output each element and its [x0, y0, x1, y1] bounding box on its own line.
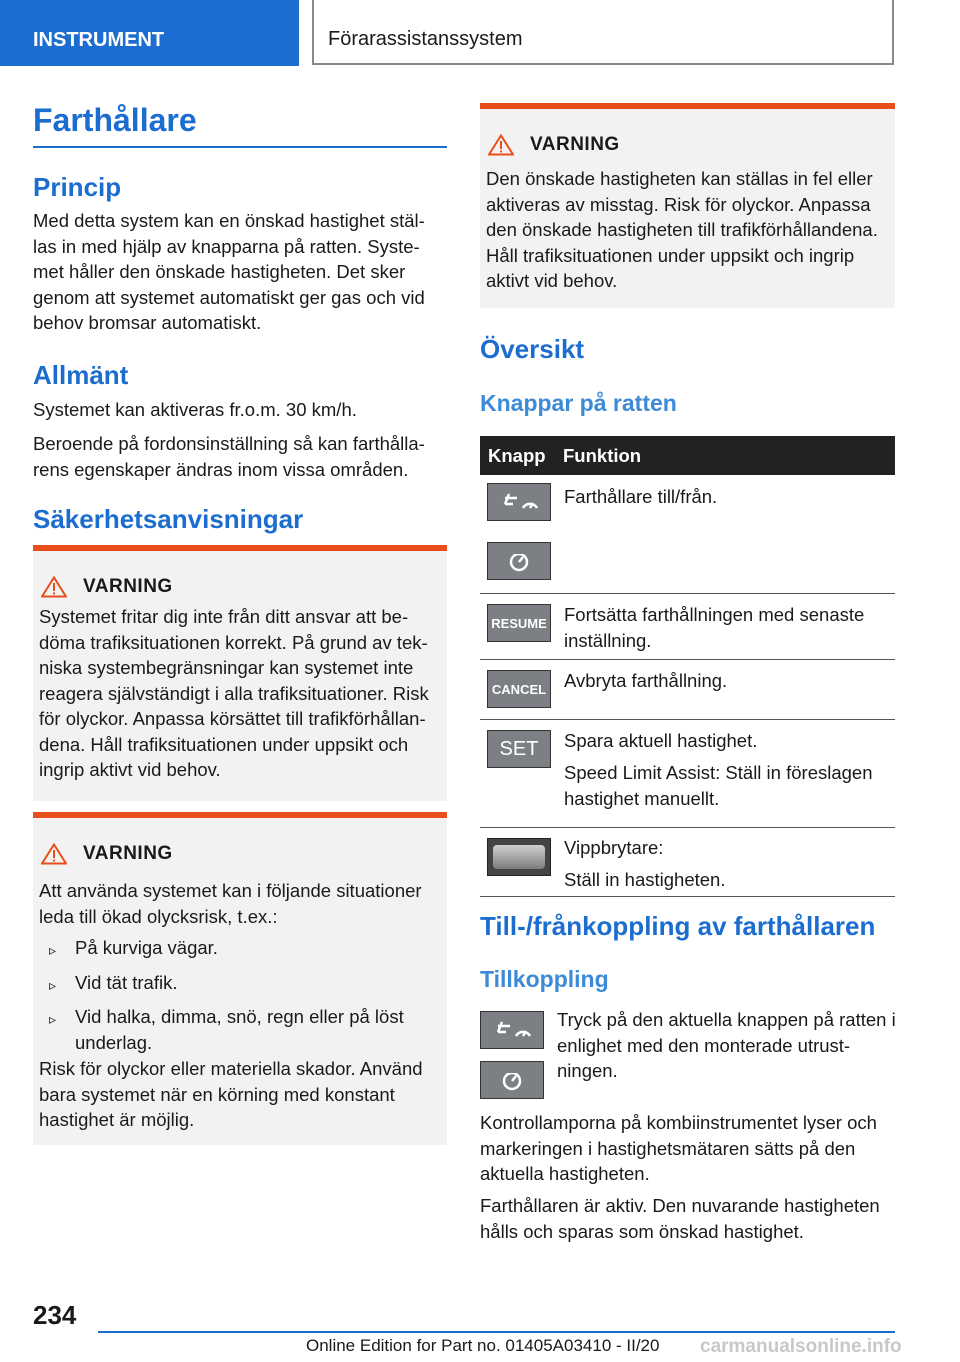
- function-text: Farthållare till/från.: [564, 486, 718, 507]
- heading-oversikt: Översikt: [480, 334, 585, 364]
- resume-button-icon: RESUME: [487, 604, 551, 642]
- table-row: [480, 828, 895, 897]
- function-text: Avbryta farthållning.: [564, 670, 728, 691]
- list-item: ▹ Vid halka, dimma, snö, regn eller på löst underlag.: [39, 1004, 445, 1055]
- heading-tillkoppling: Tillkoppling: [480, 966, 609, 992]
- warning-outro: Risk för olyckor eller materiella skador. Använd bara systemet när en körning med konstant hastighet är möjlig.: [39, 1058, 423, 1130]
- section-title: Förarassistanssystem: [312, 0, 894, 65]
- page-number: 234: [33, 1300, 77, 1330]
- list-item: ▹ På kurviga vägar.: [39, 935, 445, 964]
- cruise-control-alt-button-icon: [480, 1061, 544, 1099]
- title-rule: [33, 146, 447, 148]
- warning-header: [488, 134, 620, 156]
- allmant-paragraph-2: Beroende på fordonsinställning så kan farthålla- rens egenskaper ändras inom vissa områden.: [33, 433, 425, 480]
- tillkoppling-text: Tryck på den aktuella knappen på ratten i enlighet med den monterade utrust- ningen.: [557, 1009, 896, 1081]
- warning-box-3: [480, 103, 895, 308]
- function-text-secondary: Speed Limit Assist: Ställ in föreslagen hastighet manuellt.: [564, 762, 873, 809]
- function-text: Fortsätta farthållningen med senaste inställning.: [564, 604, 865, 651]
- heading-allmant: Allmänt: [33, 360, 129, 390]
- warning-intro: Att använda systemet kan i följande situationer leda till ökad olycksrisk, t.ex.:: [39, 880, 422, 927]
- cancel-button-icon: CANCEL: [487, 670, 551, 708]
- table-row: [480, 475, 895, 594]
- warning-header: [41, 843, 173, 865]
- cruise-control-button-icon: [480, 1011, 544, 1049]
- bullet-triangle-icon: ▹: [49, 976, 57, 993]
- function-text-secondary: Ställ in hastigheten.: [564, 869, 726, 890]
- table-row: [480, 660, 895, 720]
- kontroll-paragraph: Kontrollamporna på kombiinstrumentet lyser och markeringen i hastighetsmätaren sätts på den aktuella hastigheten.: [480, 1112, 877, 1184]
- watermark: carmanualsonline.info: [700, 1336, 902, 1357]
- bullet-triangle-icon: ▹: [49, 942, 57, 958]
- list-item: ▹ Vid tät trafik.: [39, 970, 445, 999]
- aktiv-paragraph: Farthållaren är aktiv. Den nuvarande hastigheten hålls och sparas som önskad hastighet.: [480, 1195, 880, 1242]
- buttons-table: [480, 436, 895, 897]
- function-text: Vippbrytare:: [564, 837, 664, 858]
- cruise-control-button-icon: [487, 483, 551, 521]
- warning-box-2: [33, 812, 447, 1145]
- princip-text: Med detta system kan en önskad hastighet stäl- las in med hjälp av knapparna på ratten. Syste- met håller den önskade hastigheten. Det sker genom att systemet automatiskt ger gas och vid behov bromsar automatiskt.: [33, 210, 425, 333]
- warning-label: VARNING: [83, 576, 173, 597]
- warning-label: VARNING: [83, 843, 173, 864]
- warning-bullet-list: [39, 935, 445, 1055]
- rocker-switch-icon: [487, 838, 551, 876]
- table-row: [480, 720, 895, 828]
- warning-label: VARNING: [530, 134, 620, 155]
- column-header-knapp: Knapp: [488, 444, 546, 466]
- table-row: [480, 594, 895, 660]
- warning-box-1: [33, 545, 447, 801]
- heading-sakerhetsanvisningar: Säkerhetsanvisningar: [33, 504, 304, 534]
- heading-princip: Princip: [33, 172, 122, 202]
- footer-rule: [98, 1331, 895, 1333]
- function-text: Spara aktuell hastighet.: [564, 730, 758, 751]
- chapter-tab[interactable]: INSTRUMENT: [0, 0, 299, 66]
- warning-triangle-icon: [41, 576, 67, 598]
- edition-text: Online Edition for Part no. 01405A03410 - II/20: [306, 1336, 660, 1355]
- column-header-funktion: Funktion: [563, 444, 642, 466]
- warning-text: Systemet fritar dig inte från ditt ansvar att be- döma trafiksituationen korrekt. På grund av tek- niska systembegränsningar kan systemet inte reagera självständigt i alla trafiksituationer. Risk för olyckor. Anpassa körsättet till trafikförhållan- dena. Håll trafiksituationen under uppsikt och ingrip aktivt vid behov.: [39, 606, 429, 780]
- warning-triangle-icon: [41, 843, 67, 865]
- cruise-control-alt-button-icon: [487, 542, 551, 580]
- allmant-paragraph-1: Systemet kan aktiveras fr.o.m. 30 km/h.: [33, 399, 357, 420]
- warning-text: Den önskade hastigheten kan ställas in fel eller aktiveras av misstag. Risk för olyckor. Anpassa den önskade hastigheten till trafikförhållandena. Håll trafiksituationen under uppsikt och ingrip aktivt vid behov.: [486, 168, 878, 291]
- table-header: [480, 436, 895, 475]
- bullet-triangle-icon: ▹: [49, 1011, 57, 1027]
- heading-knappar: Knappar på ratten: [480, 390, 677, 416]
- warning-header: [41, 576, 173, 598]
- warning-triangle-icon: [488, 134, 514, 156]
- page-title: Farthållare: [33, 102, 197, 138]
- heading-till-frankoppling: Till-/frånkoppling av farthållaren: [480, 911, 876, 941]
- set-button-icon: SET: [487, 730, 551, 768]
